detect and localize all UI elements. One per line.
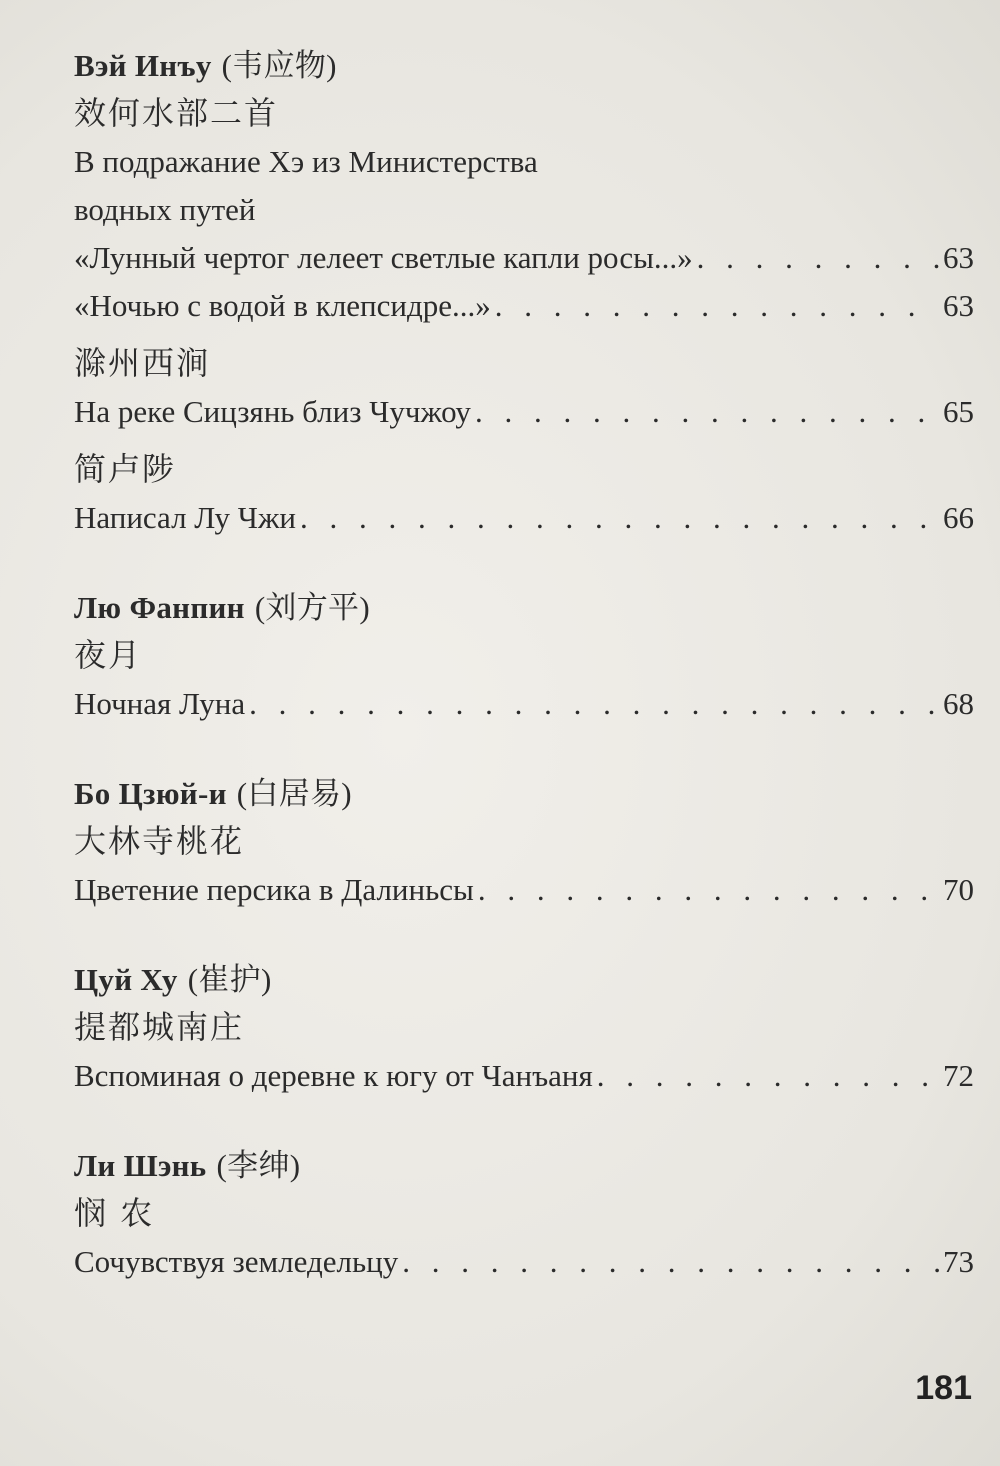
entry-title: «Ночью с водой в клепсидре...» [74, 288, 491, 323]
author-chinese-name: (刘方平) [254, 590, 370, 625]
toc-entry[interactable] [74, 1052, 974, 1100]
dot-leader [478, 866, 939, 914]
entry-page-number: 63 [943, 240, 974, 275]
poem-chinese-title: 效何水部二首 [74, 94, 279, 132]
dot-leader [697, 234, 939, 282]
dot-leader [475, 388, 939, 436]
toc-entry[interactable] [74, 282, 974, 330]
entry-title: Цветение персика в Далиньсы [74, 872, 474, 907]
entry-page-number: 68 [943, 686, 974, 721]
poem-subtitle-line: водных путей [74, 192, 256, 227]
toc-entry[interactable] [74, 680, 974, 728]
entry-page-number: 66 [943, 500, 974, 535]
entry-title: Написал Лу Чжи [74, 500, 296, 535]
poem-chinese-title: 简卢陟 [74, 450, 177, 488]
entry-title: Сочувствуя земледельцу [74, 1244, 399, 1279]
author-name: Вэй Инъу [74, 48, 212, 83]
toc-entry[interactable] [74, 494, 974, 542]
table-of-contents [74, 40, 974, 1286]
entry-title: «Лунный чертог лелеет светлые капли росы...» [74, 240, 693, 275]
entry-title: Вспоминая о деревне к югу от Чанъаня [74, 1058, 593, 1093]
toc-entry[interactable] [74, 234, 974, 282]
author-heading [74, 1144, 974, 1188]
author-name: Бо Цзюй-и [74, 776, 227, 811]
author-heading [74, 44, 974, 88]
entry-page-number: 73 [943, 1244, 974, 1279]
poem-chinese-title: 提都城南庄 [74, 1008, 245, 1046]
poem-chinese-title: 夜月 [74, 636, 143, 674]
poem-subtitle-line: В подражание Хэ из Министерства [74, 144, 538, 179]
page-number: 181 [915, 1369, 972, 1407]
entry-page-number: 72 [943, 1058, 974, 1093]
dot-leader [597, 1052, 939, 1100]
author-name: Цуй Ху [74, 962, 178, 997]
author-name: Ли Шэнь [74, 1148, 207, 1183]
entry-title: На реке Сицзянь близ Чучжоу [74, 394, 471, 429]
author-heading [74, 958, 974, 1002]
author-chinese-name: (崔护) [187, 962, 272, 997]
poem-chinese-title: 悯 农 [74, 1194, 155, 1232]
author-chinese-name: (韦应物) [221, 48, 337, 83]
author-heading [74, 586, 974, 630]
author-chinese-name: (李绅) [216, 1148, 301, 1183]
dot-leader [300, 494, 939, 542]
dot-leader [495, 282, 939, 330]
toc-entry[interactable] [74, 1238, 974, 1286]
toc-entry[interactable] [74, 866, 974, 914]
author-chinese-name: (白居易) [236, 776, 352, 811]
poem-chinese-title: 大林寺桃花 [74, 822, 245, 860]
dot-leader [249, 680, 939, 728]
poem-chinese-title: 滁州西涧 [74, 344, 211, 382]
entry-title: Ночная Луна [74, 686, 246, 721]
author-name: Лю Фанпин [74, 590, 245, 625]
entry-page-number: 63 [943, 288, 974, 323]
toc-entry[interactable] [74, 388, 974, 436]
entry-page-number: 65 [943, 394, 974, 429]
dot-leader [402, 1238, 939, 1286]
author-heading [74, 772, 974, 816]
entry-page-number: 70 [943, 872, 974, 907]
